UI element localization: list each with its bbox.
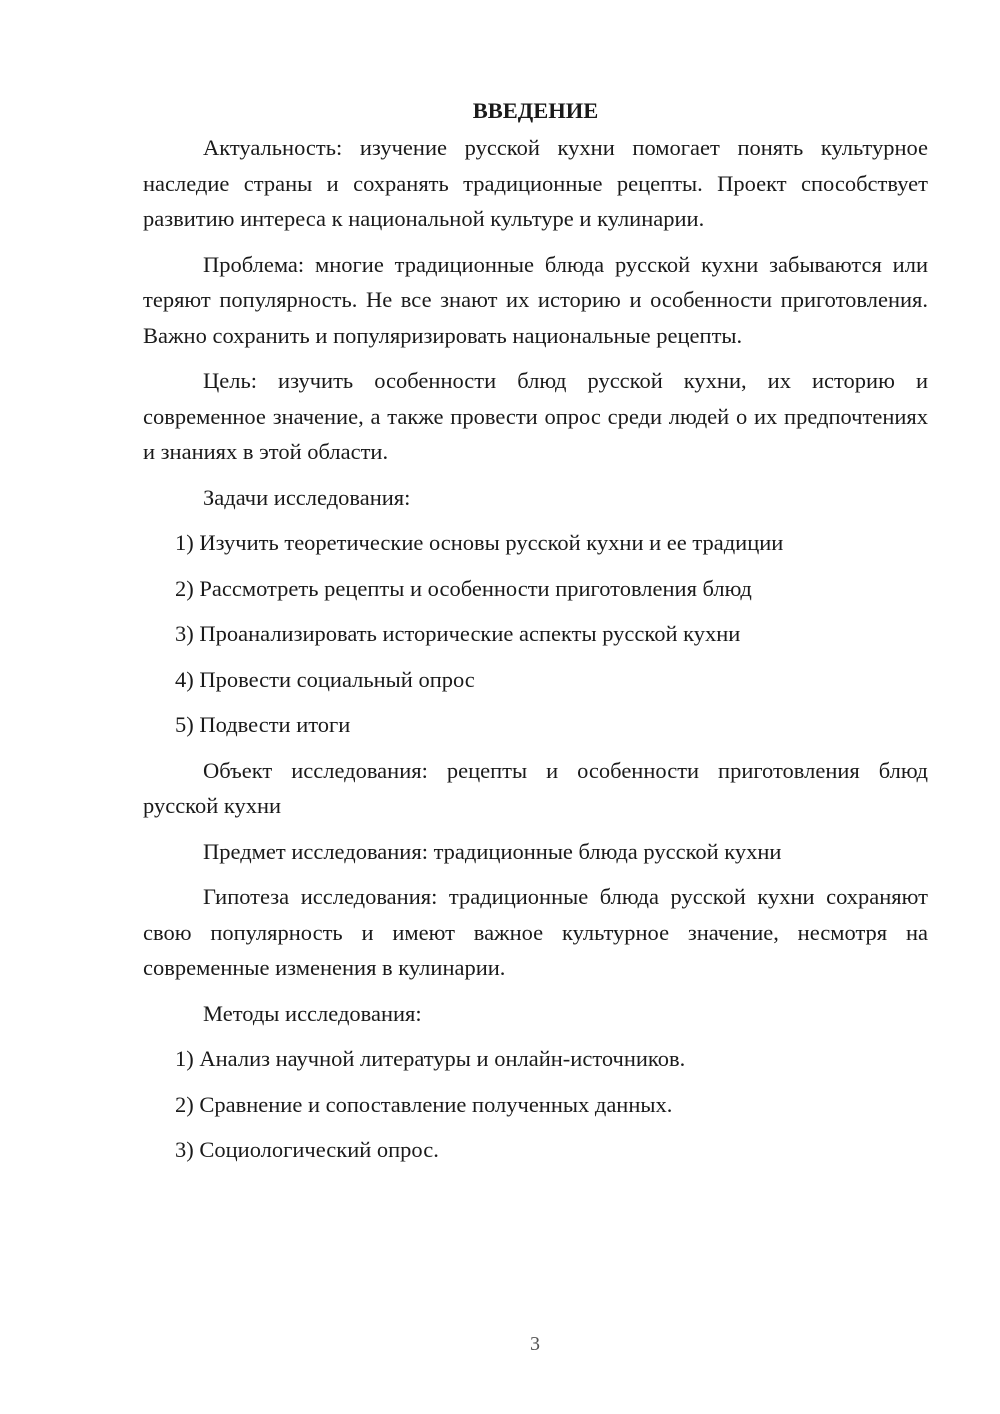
page-number: 3: [530, 1333, 540, 1355]
task-item-3: 3) Проанализировать исторические аспекты русской кухни: [175, 621, 741, 646]
task-item-4: 4) Провести социальный опрос: [175, 666, 475, 692]
task-item-1: 1) Изучить теоретические основы русской кухни и ее традиции: [175, 530, 784, 555]
method-item-3: 3) Социологический опрос.: [175, 1137, 439, 1162]
object-paragraph: Объект исследования: рецепты и особенности приготовления блюд русской кухни: [143, 757, 928, 818]
tasks-heading: Задачи исследования:: [203, 484, 411, 510]
page-title: ВВЕДЕНИЕ: [472, 98, 599, 123]
task-item-5: 5) Подвести итоги: [175, 712, 351, 737]
goal-paragraph: Цель: изучить особенности блюд русской кухни, их историю и современное значение, а также провести опрос среди людей о их предпочтениях и знаниях в этой области.: [143, 368, 928, 464]
method-item-1: 1) Анализ научной литературы и онлайн-источников.: [175, 1046, 686, 1071]
document-body: [143, 92, 928, 1178]
hypothesis-paragraph: Гипотеза исследования: традиционные блюда русской кухни сохраняют свою популярность и имеют важное культурное значение, несмотря на современные изменения в кулинарии.: [143, 884, 928, 980]
subject-paragraph: Предмет исследования: традиционные блюда русской кухни: [203, 838, 782, 864]
problem-paragraph: Проблема: многие традиционные блюда русской кухни забываются или теряют популярность. Не все знают их историю и особенности приготовления. Важно сохранить и популяризировать национальные рецепты.: [143, 251, 928, 348]
methods-heading: Методы исследования:: [203, 1000, 422, 1026]
relevance-paragraph: Актуальность: изучение русской кухни помогает понять культурное наследие страны и сохранять традиционные рецепты. Проект способствует развитию интереса к национальной культуре и кулинарии.: [143, 135, 928, 231]
task-item-2: 2) Рассмотреть рецепты и особенности приготовления блюд: [175, 575, 752, 601]
method-item-2: 2) Сравнение и сопоставление полученных данных.: [175, 1091, 673, 1117]
